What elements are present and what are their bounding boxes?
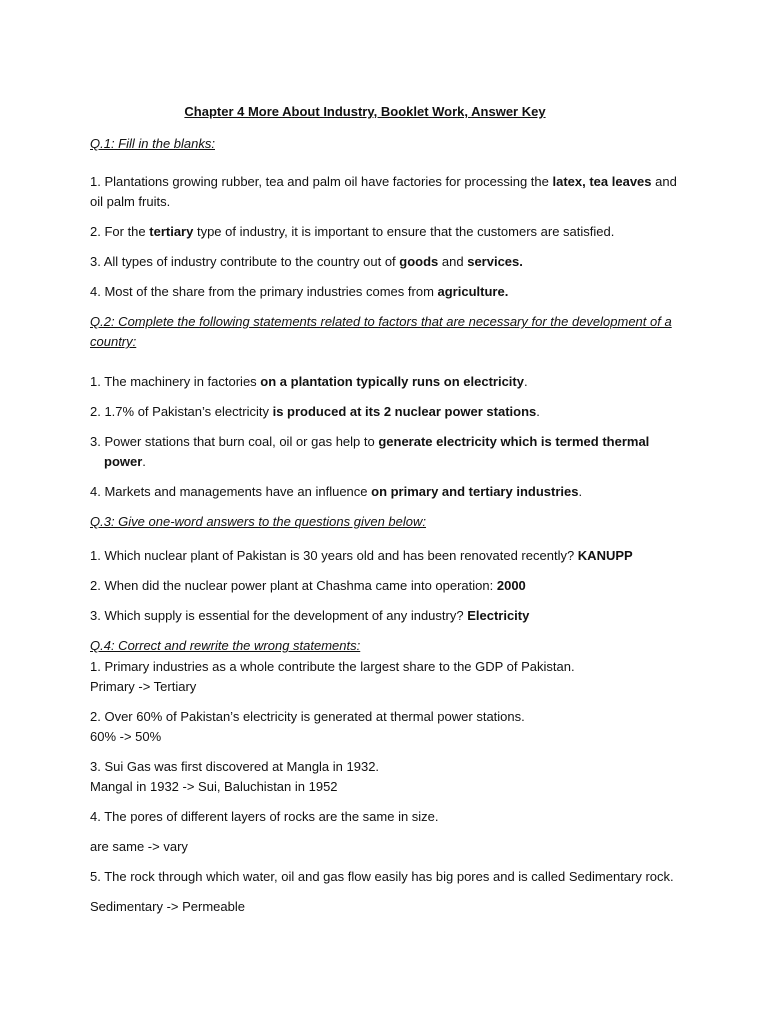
q2-heading: Q.2: Complete the following statements related to factors that are necessary for the development of a country: xyxy=(90,314,672,349)
q4-correction-3: Mangal in 1932 -> Sui, Baluchistan in 1952 xyxy=(90,779,338,794)
q4-statement-3: 3. Sui Gas was first discovered at Mangla in 1932. xyxy=(90,759,380,774)
document-body xyxy=(90,134,690,927)
page-title: Chapter 4 More About Industry, Booklet Work, Answer Key xyxy=(184,104,546,119)
q4-statement-5: 5. The rock through which water, oil and gas flow easily has big pores and is called Sedimentary rock. xyxy=(90,869,674,884)
q3-item-2: 2. When did the nuclear power plant at Chashma came into operation: 2000 xyxy=(90,578,526,593)
q1-heading: Q.1: Fill in the blanks: xyxy=(90,136,215,151)
q4-statement-4: 4. The pores of different layers of rocks are the same in size. xyxy=(90,809,439,824)
q1-item-4: 4. Most of the share from the primary industries comes from agriculture. xyxy=(90,284,509,299)
q4-statement-2: 2. Over 60% of Pakistan’s electricity is generated at thermal power stations. xyxy=(90,709,525,724)
q1-item-2: 2. For the tertiary type of industry, it is important to ensure that the customers are satisfied. xyxy=(90,224,615,239)
q2-item-1: 1. The machinery in factories on a plantation typically runs on electricity. xyxy=(90,374,528,389)
q4-correction-2: 60% -> 50% xyxy=(90,729,162,744)
q4-correction-1: Primary -> Tertiary xyxy=(90,679,197,694)
q3-heading: Q.3: Give one-word answers to the questions given below: xyxy=(90,514,427,529)
q4-correction-4: are same -> vary xyxy=(90,839,188,854)
q3-item-3: 3. Which supply is essential for the development of any industry? Electricity xyxy=(90,608,530,623)
q2-item-4: 4. Markets and managements have an influence on primary and tertiary industries. xyxy=(90,484,583,499)
q2-item-2: 2. 1.7% of Pakistan’s electricity is produced at its 2 nuclear power stations. xyxy=(90,404,540,419)
q1-item-1: 1. Plantations growing rubber, tea and palm oil have factories for processing the latex, tea leaves and oil palm fruits. xyxy=(90,174,677,209)
q4-heading: Q.4: Correct and rewrite the wrong statements: xyxy=(90,638,361,653)
q4-correction-5: Sedimentary -> Permeable xyxy=(90,899,245,914)
q2-item-3: 3. Power stations that burn coal, oil or gas help to generate electricity which is termed thermal power. xyxy=(90,434,650,469)
q3-item-1: 1. Which nuclear plant of Pakistan is 30 years old and has been renovated recently? KANUPP xyxy=(90,548,633,563)
q4-statement-1: 1. Primary industries as a whole contribute the largest share to the GDP of Pakistan. xyxy=(90,659,575,674)
q1-item-3: 3. All types of industry contribute to the country out of goods and services. xyxy=(90,254,523,269)
